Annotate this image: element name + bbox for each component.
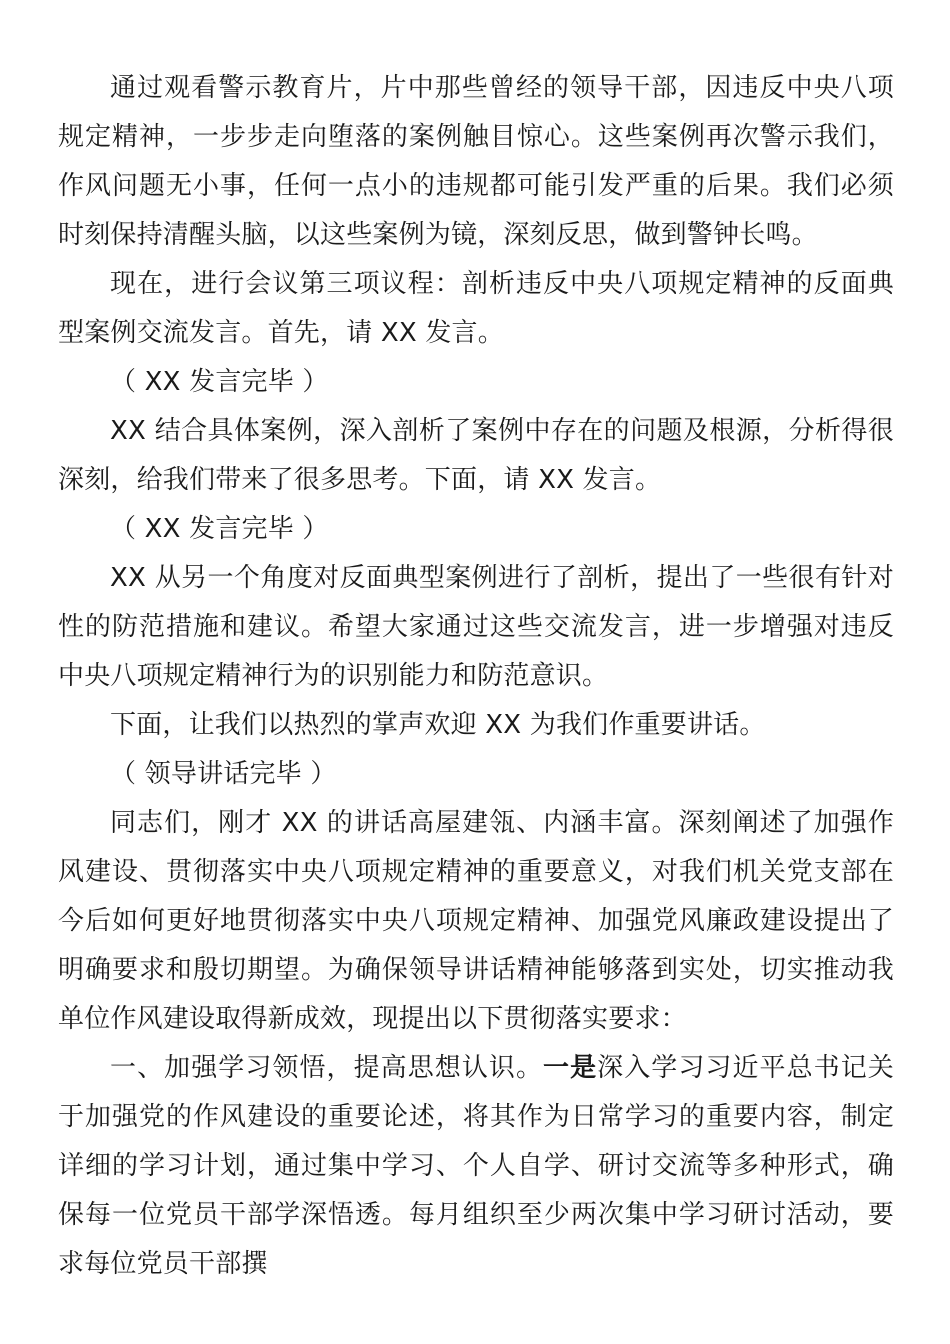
paragraph-third-agenda: 现在，进行会议第三项议程：剖析违反中央八项规定精神的反面典型案例交流发言。首先，请 XX 发言。	[58, 269, 894, 348]
requirement-bold-lead: 一是	[543, 1053, 598, 1083]
paragraph-leader-intro: 下面，让我们以热烈的掌声欢迎 XX 为我们作重要讲话。	[110, 710, 766, 740]
document-body	[58, 64, 894, 1289]
paragraph-comment-1: XX 结合具体案例，深入剖析了案例中存在的问题及根源，分析得很深刻，给我们带来了很多思考。下面，请 XX 发言。	[58, 416, 894, 495]
paragraph-comment-2: XX 从另一个角度对反面典型案例进行了剖析，提出了一些很有针对性的防范措施和建议。希望大家通过这些交流发言，进一步增强对违反中央八项规定精神行为的识别能力和防范意识。	[58, 563, 894, 691]
requirement-text: 深入学习习近平总书记关于加强党的作风建设的重要论述，将其作为日常学习的重要内容，制定详细的学习计划，通过集中学习、个人自学、研讨交流等多种形式，确保每一位党员干部学深悟透。每月组织至少两次集中学习研讨活动，要求每位党员干部撰	[58, 1053, 895, 1279]
paragraph-requirement-one	[58, 1044, 894, 1289]
paragraph-speech-end-2: （ XX 发言完毕 ）	[110, 514, 329, 544]
paragraph-speech-end-1: （ XX 发言完毕 ）	[110, 367, 329, 397]
paragraph-warning-film: 通过观看警示教育片，片中那些曾经的领导干部，因违反中央八项规定精神，一步步走向堕落的案例触目惊心。这些案例再次警示我们，作风问题无小事，任何一点小的违规都可能引发严重的后果。我们必须时刻保持清醒头脑，以这些案例为镜，深刻反思，做到警钟长鸣。	[58, 73, 894, 250]
paragraph-requirements-intro: 同志们，刚才 XX 的讲话高屋建瓴、内涵丰富。深刻阐述了加强作风建设、贯彻落实中央八项规定精神的重要意义，对我们机关党支部在今后如何更好地贯彻落实中央八项规定精神、加强党风廉政建设提出了明确要求和殷切期望。为确保领导讲话精神能够落到实处，切实推动我单位作风建设取得新成效，现提出以下贯彻落实要求：	[58, 808, 894, 1034]
requirement-heading: 一、加强学习领悟，提高思想认识。	[110, 1053, 544, 1083]
paragraph-leader-end: （ 领导讲话完毕 ）	[110, 759, 337, 789]
